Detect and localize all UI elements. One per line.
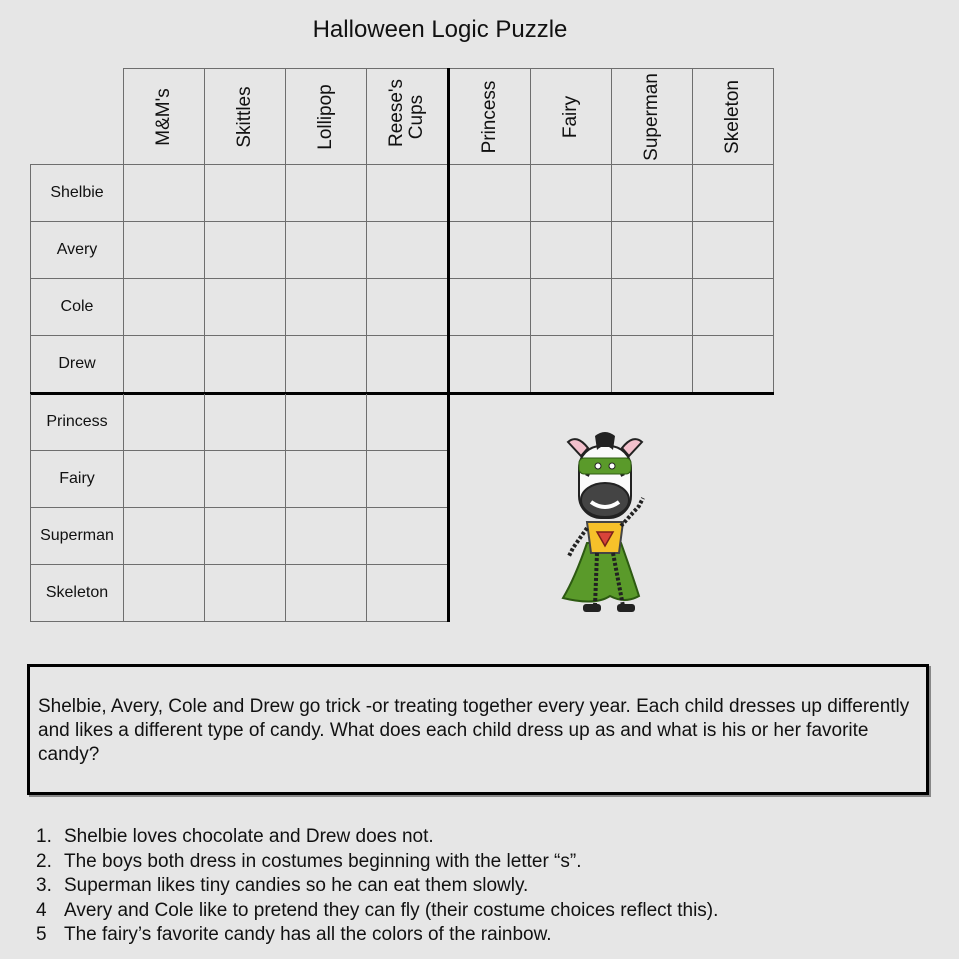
row-label-fairy: Fairy [31, 451, 124, 508]
row-label-drew: Drew [31, 336, 124, 394]
grid-cell[interactable] [286, 165, 367, 222]
grid-cell[interactable] [124, 565, 205, 622]
row-label-cole: Cole [31, 279, 124, 336]
col-header-princess: Princess [449, 69, 531, 165]
grid-cell[interactable] [124, 336, 205, 394]
row-label-skeleton: Skeleton [31, 565, 124, 622]
grid-row-skeleton [31, 565, 449, 622]
clue-item: 4 Avery and Cole like to pretend they can fly (their costume choices reflect this). [36, 899, 719, 921]
zebra-superhero-icon [555, 428, 655, 618]
grid-cell[interactable] [693, 336, 774, 394]
grid-row-fairy [31, 451, 449, 508]
grid-row-drew [31, 336, 774, 394]
clue-item: 3. Superman likes tiny candies so he can eat them slowly. [36, 875, 529, 896]
col-header-superman: Superman [612, 69, 693, 165]
grid-cell[interactable] [286, 394, 367, 451]
grid-cell[interactable] [531, 279, 612, 336]
grid-row-cole [31, 279, 774, 336]
grid-cell[interactable] [205, 279, 286, 336]
page-title: Halloween Logic Puzzle [312, 16, 568, 43]
grid-cell[interactable] [124, 451, 205, 508]
grid-row-avery [31, 222, 774, 279]
grid-cell[interactable] [205, 565, 286, 622]
col-header-lollipop: Lollipop [286, 69, 367, 165]
col-header-mms: M&M's [124, 69, 205, 165]
grid-cell[interactable] [286, 222, 367, 279]
grid-cell[interactable] [367, 279, 449, 336]
grid-cell[interactable] [449, 336, 531, 394]
col-header-skittles: Skittles [205, 69, 286, 165]
grid-cell[interactable] [612, 336, 693, 394]
row-label-princess: Princess [31, 394, 124, 451]
grid-cell[interactable] [612, 165, 693, 222]
grid-cell[interactable] [286, 451, 367, 508]
clue-item: 2. The boys both dress in costumes beginning with the letter “s”. [36, 850, 582, 872]
grid-cell[interactable] [693, 279, 774, 336]
grid-cell[interactable] [205, 336, 286, 394]
grid-cell[interactable] [124, 508, 205, 565]
clue-item: 1. Shelbie loves chocolate and Drew does not. [36, 826, 434, 847]
grid-cell[interactable] [286, 508, 367, 565]
grid-cell[interactable] [367, 336, 449, 394]
grid-row-superman [31, 508, 449, 565]
clue-list [36, 825, 916, 948]
col-header-fairy: Fairy [531, 69, 612, 165]
grid-cell[interactable] [531, 222, 612, 279]
grid-cell[interactable] [205, 451, 286, 508]
grid-cell[interactable] [124, 165, 205, 222]
grid-cell[interactable] [205, 222, 286, 279]
grid-cell[interactable] [124, 394, 205, 451]
grid-cell[interactable] [612, 279, 693, 336]
grid-cell[interactable] [531, 336, 612, 394]
grid-row-shelbie [31, 165, 774, 222]
grid-cell[interactable] [612, 222, 693, 279]
grid-cell[interactable] [205, 508, 286, 565]
col-header-skeleton: Skeleton [693, 69, 774, 165]
grid-cell[interactable] [531, 165, 612, 222]
row-label-avery: Avery [31, 222, 124, 279]
grid-cell[interactable] [367, 222, 449, 279]
grid-cell[interactable] [449, 279, 531, 336]
grid-cell[interactable] [367, 508, 449, 565]
logic-grid-costumes [30, 394, 450, 622]
col-header-reeses-cups: Reese's Cups [367, 69, 449, 165]
grid-cell[interactable] [693, 222, 774, 279]
logic-grid-children [30, 68, 774, 395]
grid-cell[interactable] [124, 279, 205, 336]
grid-cell[interactable] [286, 279, 367, 336]
grid-cell[interactable] [367, 565, 449, 622]
grid-cell[interactable] [205, 165, 286, 222]
puzzle-story: Shelbie, Avery, Cole and Drew go trick -or treating together every year. Each child dresses up differently and likes a different type of candy. What does each child dress up as and what is his or her favorite candy? [27, 664, 929, 795]
grid-cell[interactable] [124, 222, 205, 279]
grid-cell[interactable] [449, 165, 531, 222]
grid-cell[interactable] [367, 165, 449, 222]
grid-cell[interactable] [449, 222, 531, 279]
grid-row-princess [31, 394, 449, 451]
row-label-shelbie: Shelbie [31, 165, 124, 222]
grid-cell[interactable] [693, 165, 774, 222]
row-label-superman: Superman [31, 508, 124, 565]
grid-cell[interactable] [367, 394, 449, 451]
clue-item: 5 The fairy’s favorite candy has all the colors of the rainbow. [36, 924, 552, 945]
grid-cell[interactable] [286, 336, 367, 394]
grid-cell[interactable] [286, 565, 367, 622]
grid-cell[interactable] [367, 451, 449, 508]
grid-cell[interactable] [205, 394, 286, 451]
grid-corner [31, 69, 124, 165]
